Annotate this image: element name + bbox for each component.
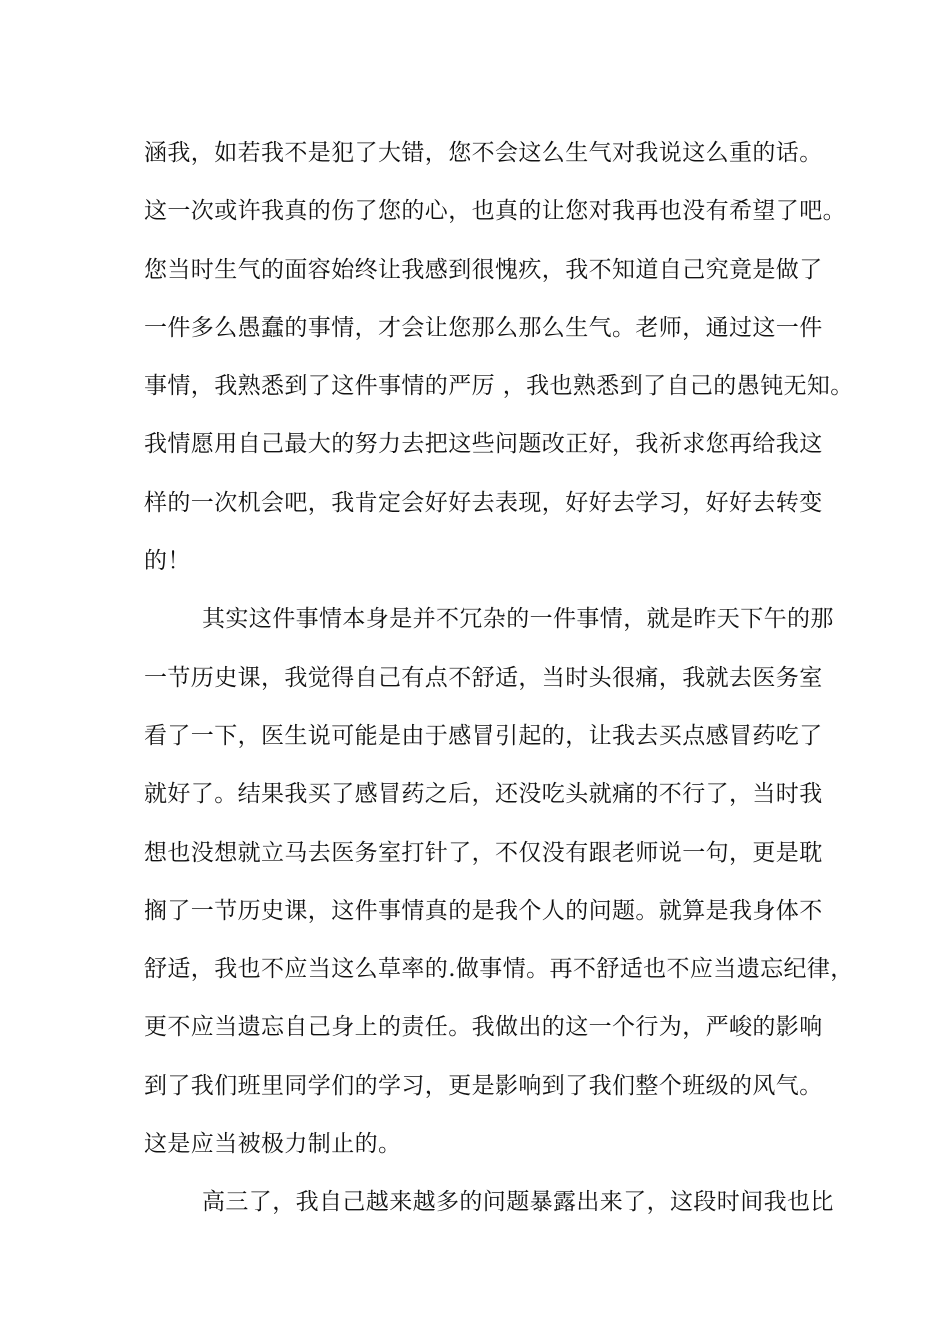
text-line: 您当时生气的面容始终让我感到很愧疚，我不知道自己究竟是做了 bbox=[144, 256, 823, 283]
paragraph-1 bbox=[144, 124, 854, 590]
document-body bbox=[144, 124, 854, 1232]
text-line: 更不应当遗忘自己身上的责任。我做出的这一个行为，严峻的影响 bbox=[144, 1014, 823, 1041]
text-line: 事情，我熟悉到了这件事情的严厉 ，我也熟悉到了自己的愚钝无知。 bbox=[144, 373, 854, 400]
text-line: 这是应当被极力制止的。 bbox=[144, 1131, 402, 1158]
text-line: 搁了一节历史课，这件事情真的是我个人的问题。就算是我身体不 bbox=[144, 897, 823, 924]
text-line: 想也没想就立马去医务室打针了，不仅没有跟老师说一句，更是耽 bbox=[144, 839, 823, 866]
text-line: 高三了，我自己越来越多的问题暴露出来了，这段时间我也比 bbox=[202, 1189, 834, 1216]
paragraph-2 bbox=[144, 590, 854, 1173]
text-line: 到了我们班里同学们的学习，更是影响到了我们整个班级的风气。 bbox=[144, 1072, 823, 1099]
text-line: 我情愿用自己最大的努力去把这些问题改正好，我祈求您再给我这 bbox=[144, 431, 823, 458]
text-line: 舒适，我也不应当这么草率的.做事情。再不舒适也不应当遗忘纪律， bbox=[144, 956, 854, 983]
text-line: 一节历史课，我觉得自己有点不舒适，当时头很痛，我就去医务室 bbox=[144, 664, 823, 691]
text-line: 就好了。结果我买了感冒药之后，还没吃头就痛的不行了，当时我 bbox=[144, 781, 823, 808]
text-line: 其实这件事情本身是并不冗杂的一件事情，就是昨天下午的那 bbox=[202, 606, 834, 633]
text-line: 这一次或许我真的伤了您的心，也真的让您对我再也没有希望了吧。 bbox=[144, 198, 846, 225]
text-line: 样的一次机会吧，我肯定会好好去表现，好好去学习，好好去转变 bbox=[144, 489, 823, 516]
text-line: 一件多么愚蠢的事情，才会让您那么那么生气。老师，通过这一件 bbox=[144, 314, 823, 341]
paragraph-3 bbox=[144, 1173, 834, 1231]
text-line: 看了一下，医生说可能是由于感冒引起的，让我去买点感冒药吃了 bbox=[144, 722, 823, 749]
text-line: 的！ bbox=[144, 548, 191, 575]
text-line: 涵我，如若我不是犯了大错，您不会这么生气对我说这么重的话。 bbox=[144, 140, 823, 166]
